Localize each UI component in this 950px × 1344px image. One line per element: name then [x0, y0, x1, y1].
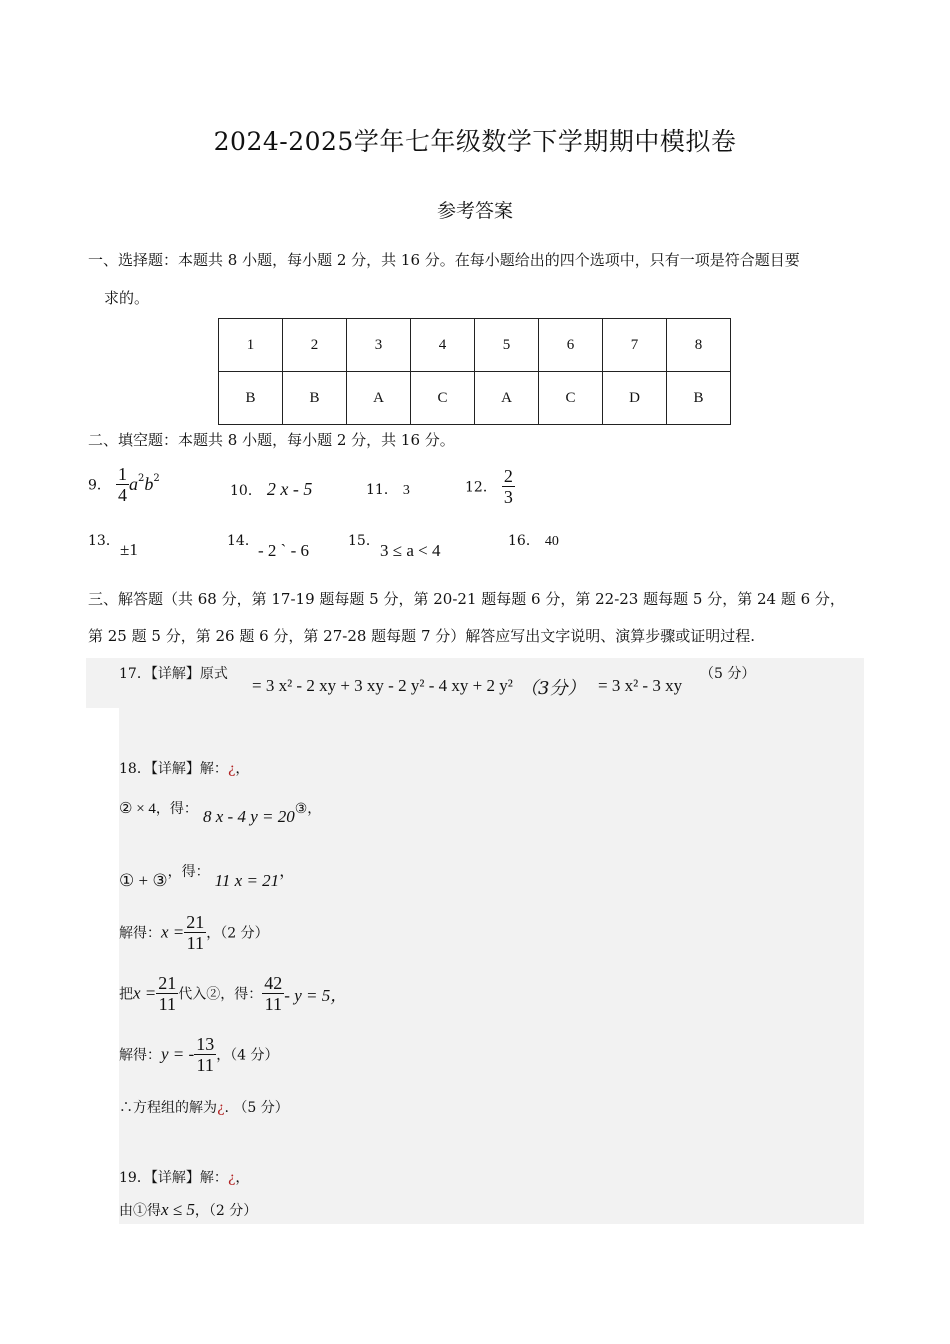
section-two-heading: 二、填空题：本题共 8 小题，每小题 2 分，共 16 分。 [88, 431, 455, 449]
q18-conclusion-glyph: ¿ [217, 1100, 225, 1116]
q15-answer: 3 ≤ a < 4 [380, 541, 441, 560]
section-three-line-2: 第 25 题 5 分，第 26 题 6 分，第 27-28 题每题 7 分）解答应写出文字说明、演算步骤或证明过程. [88, 627, 756, 645]
q17-result: = 3 x² - 3 xy [598, 676, 683, 695]
table-cell-number: 7 [603, 319, 667, 372]
shaded-block-solutions [119, 708, 864, 1224]
q18-step4-rest: - y = 5， [284, 986, 348, 1005]
q19-system-glyph: ¿ [227, 1170, 236, 1186]
table-cell-number: 1 [219, 319, 283, 372]
q18-step4-mid: 代入②，得： [178, 986, 263, 1003]
q19-step1-mark: ，（2 分） [194, 1203, 258, 1219]
q18-step1-op: ② × 4 [119, 801, 156, 817]
q19-step1-expr: x ≤ 5 [161, 1200, 195, 1219]
q18-step3-num: 21 [186, 912, 205, 932]
q18-step4-var: x = [133, 983, 157, 1003]
q18-step1-tag: ③， [294, 801, 322, 817]
q17-expression: = 3 x² - 2 xy + 3 xy - 2 y² - 4 xy + 2 y² [252, 676, 513, 695]
q18-step-1 [119, 798, 322, 826]
table-cell-number: 6 [539, 319, 603, 372]
q11-label: 11． [366, 482, 398, 498]
q12-label: 12． [465, 479, 497, 496]
q9-denominator: 4 [118, 485, 128, 505]
q9-numerator: 1 [118, 464, 128, 484]
q18-step-2: ① + ③，得： 11 x = 21， [119, 861, 296, 890]
q18-step3-pre: 解得： [119, 925, 161, 942]
q18-intro-text: 18．【详解】解： [119, 761, 228, 777]
q18-step1-get: ，得： [155, 801, 198, 817]
q19-intro-text: 19．【详解】解： [119, 1170, 228, 1186]
section-three-line-1: 三、解答题（共 68 分，第 17-19 题每题 5 分，第 20-21 题每题 6 分，第 22-23 题每题 5 分，第 24 题 6 分， [88, 590, 845, 608]
q14-answer: - 2 ` - 6 [258, 541, 309, 560]
q18-step5-fraction [194, 1034, 216, 1075]
section-one-line-2: 求的。 [104, 289, 150, 307]
table-cell-number: 5 [475, 319, 539, 372]
q12-denominator: 3 [503, 487, 513, 507]
page-title: 2024-2025学年七年级数学下学期期中模拟卷 [213, 127, 737, 156]
answer-q11 [366, 479, 410, 499]
table-cell-answer: B [219, 372, 283, 425]
table-cell-answer: D [603, 372, 667, 425]
q17-mark-3: （3分） [520, 678, 586, 699]
q13-label: 13． [88, 533, 120, 549]
answer-q12 [465, 466, 515, 507]
q18-step5-var: y = - [161, 1044, 195, 1064]
q15-label: 15． [348, 533, 380, 549]
answer-q16 [508, 530, 559, 550]
table-cell-answer: B [283, 372, 347, 425]
answer-q10 [230, 479, 312, 500]
q19-step1-pre: 由①得 [119, 1203, 161, 1219]
q12-fraction [502, 466, 515, 507]
q18-step5-num: 13 [196, 1034, 215, 1054]
q18-conclusion-pre: ∴方程组的解为 [119, 1100, 217, 1116]
q9-var-a: a [129, 474, 139, 494]
q18-step4-fraction-2 [262, 973, 284, 1014]
q9-exp-b: 2 [153, 473, 160, 484]
q18-step4-num: 21 [158, 973, 177, 993]
q11-answer: 3 [402, 483, 410, 498]
q16-label: 16． [508, 533, 540, 549]
table-cell-number: 4 [411, 319, 475, 372]
q19-step-1 [119, 1200, 257, 1220]
q18-step2-op: ① + ③ [119, 871, 168, 890]
q18-step-3 [119, 912, 269, 953]
answer-table-answer-row [219, 372, 731, 425]
answer-table [218, 318, 731, 425]
q18-step5-pre: 解得： [119, 1047, 161, 1064]
q19-intro: 19．【详解】解：¿， [119, 1170, 250, 1186]
table-cell-answer: C [539, 372, 603, 425]
q18-conclusion-mark: . （5 分） [224, 1100, 289, 1116]
q9-label: 9． [88, 477, 111, 494]
q18-step2-get: ，得： [167, 864, 210, 880]
q18-step1-eq: 8 x - 4 y = 20 [203, 807, 295, 826]
q17-mark-5: （5 分） [700, 666, 756, 682]
table-cell-answer: A [347, 372, 411, 425]
q18-step2-eq: 11 x = 21 [214, 871, 280, 890]
table-cell-answer: A [475, 372, 539, 425]
q18-step5-mark: ，（4 分） [216, 1047, 279, 1064]
q9-var-b: b [144, 474, 154, 494]
q14-label: 14． [227, 533, 259, 549]
q18-step-5 [119, 1034, 279, 1075]
q18-step3-fraction [184, 912, 206, 953]
table-cell-number: 8 [667, 319, 731, 372]
q18-step4-pre: 把 [119, 986, 133, 1003]
table-cell-answer: B [667, 372, 731, 425]
q10-answer: 2 x - 5 [266, 479, 313, 499]
q9-fraction [116, 464, 129, 505]
section-one-line-1: 一、选择题：本题共 8 小题，每小题 2 分，共 16 分。在每小题给出的四个选项中，只有一项是符合题目要 [88, 251, 800, 269]
q10-label: 10． [230, 483, 262, 499]
q18-step5-den: 11 [196, 1055, 214, 1075]
q18-step-4 [119, 973, 347, 1014]
q18-step3-den: 11 [186, 933, 204, 953]
q18-step4-num2: 42 [264, 973, 283, 993]
q18-system-glyph: ¿ [227, 761, 236, 777]
table-cell-number: 3 [347, 319, 411, 372]
answer-table-number-row [219, 319, 731, 372]
answer-q9 [88, 464, 160, 505]
q13-answer: ±1 [120, 540, 138, 559]
q18-conclusion [119, 1097, 289, 1117]
q18-step4-den2: 11 [264, 994, 282, 1014]
table-cell-answer: C [411, 372, 475, 425]
table-cell-number: 2 [283, 319, 347, 372]
q12-numerator: 2 [503, 466, 513, 486]
q18-step3-var: x = [161, 922, 185, 942]
q17-label: 17．【详解】原式 [119, 666, 228, 682]
page-subtitle: 参考答案 [436, 200, 513, 222]
q16-answer: 40 [544, 534, 559, 549]
q18-step4-den: 11 [158, 994, 176, 1014]
q18-intro: 18．【详解】解：¿， [119, 761, 250, 777]
q18-step4-fraction [156, 973, 178, 1014]
q9-exp-a: 2 [138, 473, 145, 484]
q18-step3-mark: ，（2 分） [206, 925, 269, 942]
